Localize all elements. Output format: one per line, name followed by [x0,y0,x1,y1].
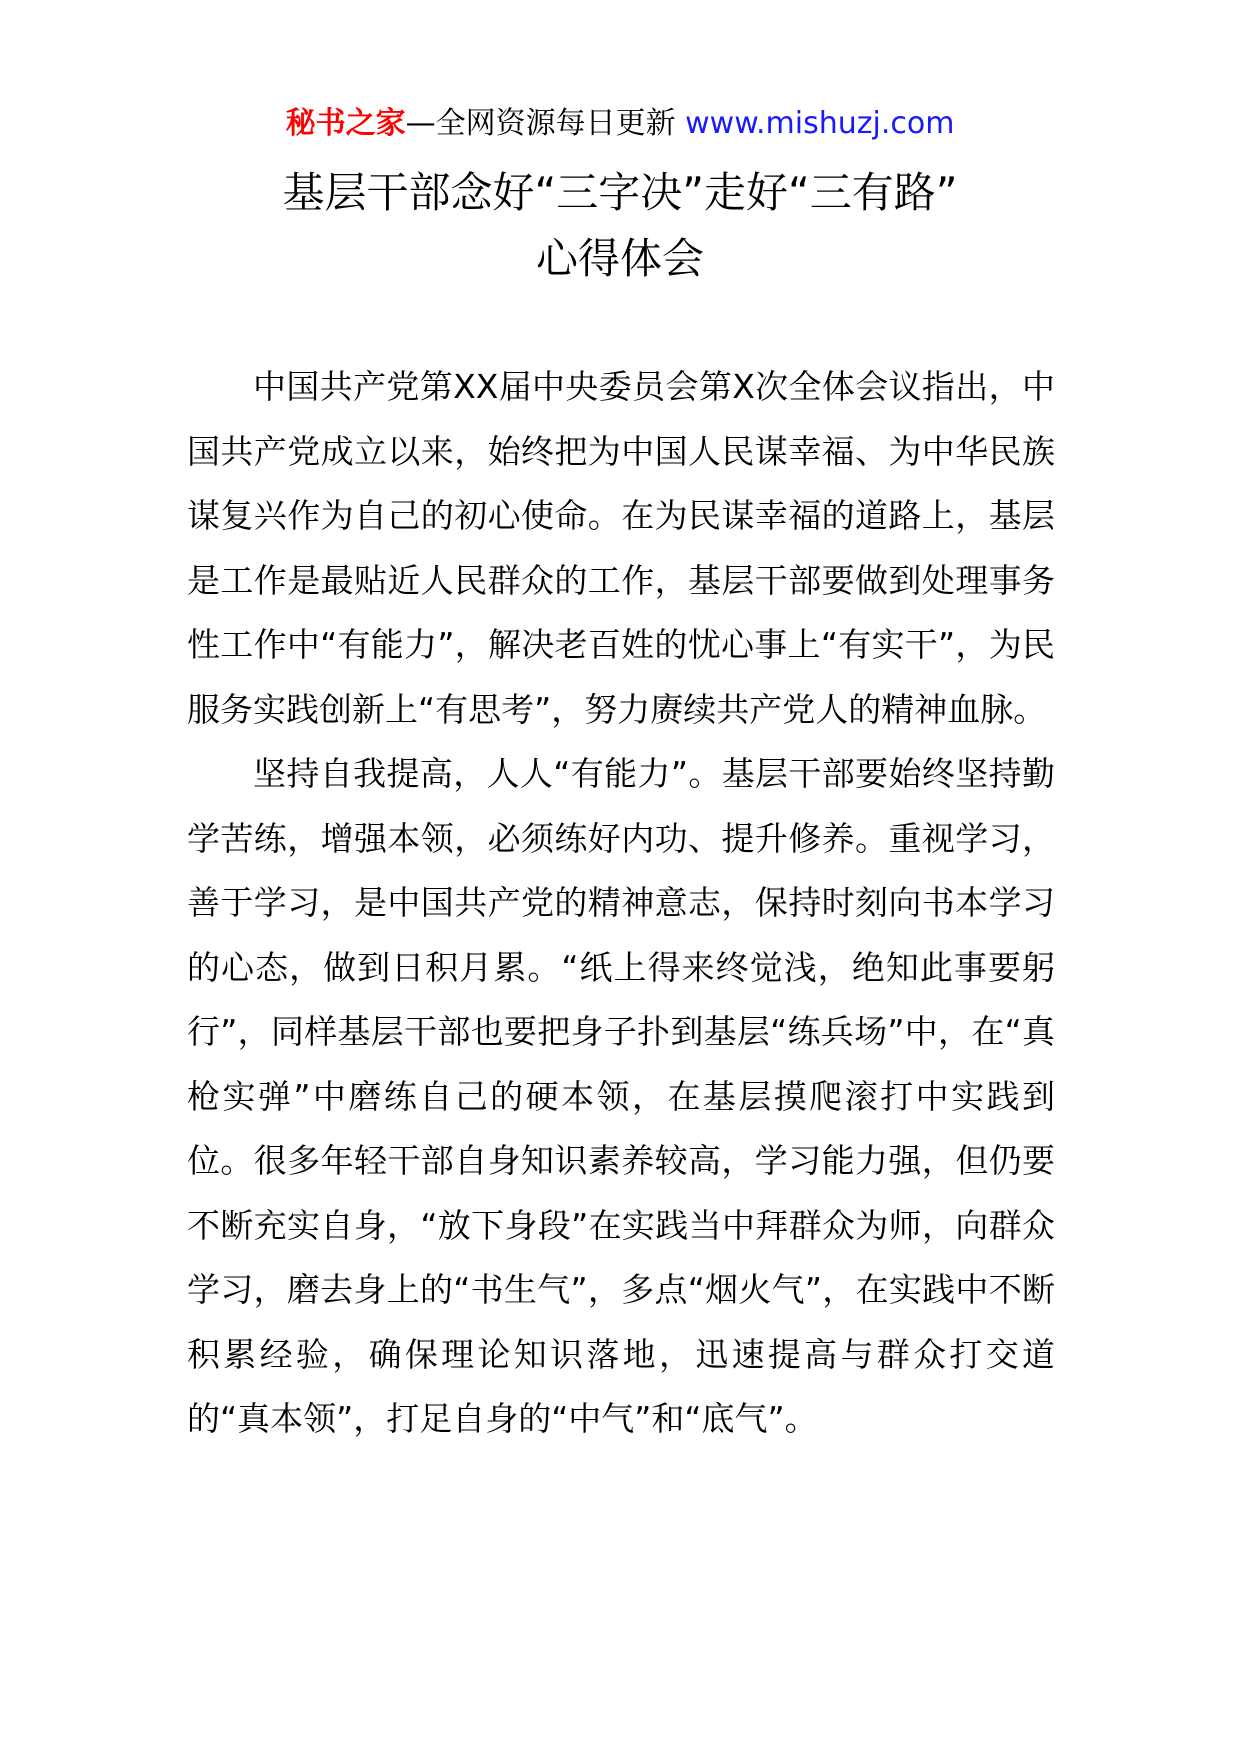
site-url-link[interactable]: www.mishuzj.com [685,106,955,141]
site-header [0,102,1240,146]
paragraph-1: 中国共产党第XX届中央委员会第X次全体会议指出，中国共产党成立以来，始终把为中国人民谋幸福、为中华民族谋复兴作为自己的初心使命。在为民谋幸福的道路上，基层是工作是最贴近人民群众的工作，基层干部要做到处理事务性工作中“有能力”，解决老百姓的忧心事上“有实干”，为民服务实践创新上“有思考”，努力赓续共产党人的精神血脉。 [187,367,1055,729]
brand-name: 秘书之家 [285,106,406,141]
paragraph-2: 坚持自我提高，人人“有能力”。基层干部要始终坚持勤学苦练，增强本领，必须练好内功、提升修养。重视学习，善于学习，是中国共产党的精神意志，保持时刻向书本学习的心态，做到日积月累。“纸上得来终觉浅，绝知此事要躬行”，同样基层干部也要把身子扑到基层“练兵场”中，在“真枪实弹”中磨练自己的硬本领，在基层摸爬滚打中实践到位。很多年轻干部自身知识素养较高，学习能力强，但仍要不断充实自身，“放下身段”在实践当中拜群众为师，向群众学习，磨去身上的“书生气”，多点“烟火气”，在实践中不断积累经验，确保理论知识落地，迅速提高与群众打交道的“真本领”，打足自身的“中气”和“底气”。 [187,754,1055,1438]
document-body [187,355,1055,1452]
header-tagline: —全网资源每日更新 [405,106,676,141]
title-line-2: 心得体会 [535,234,704,283]
title-line-1: 基层干部念好“三字决”走好“三有路” [282,168,958,217]
document-title [0,160,1240,292]
